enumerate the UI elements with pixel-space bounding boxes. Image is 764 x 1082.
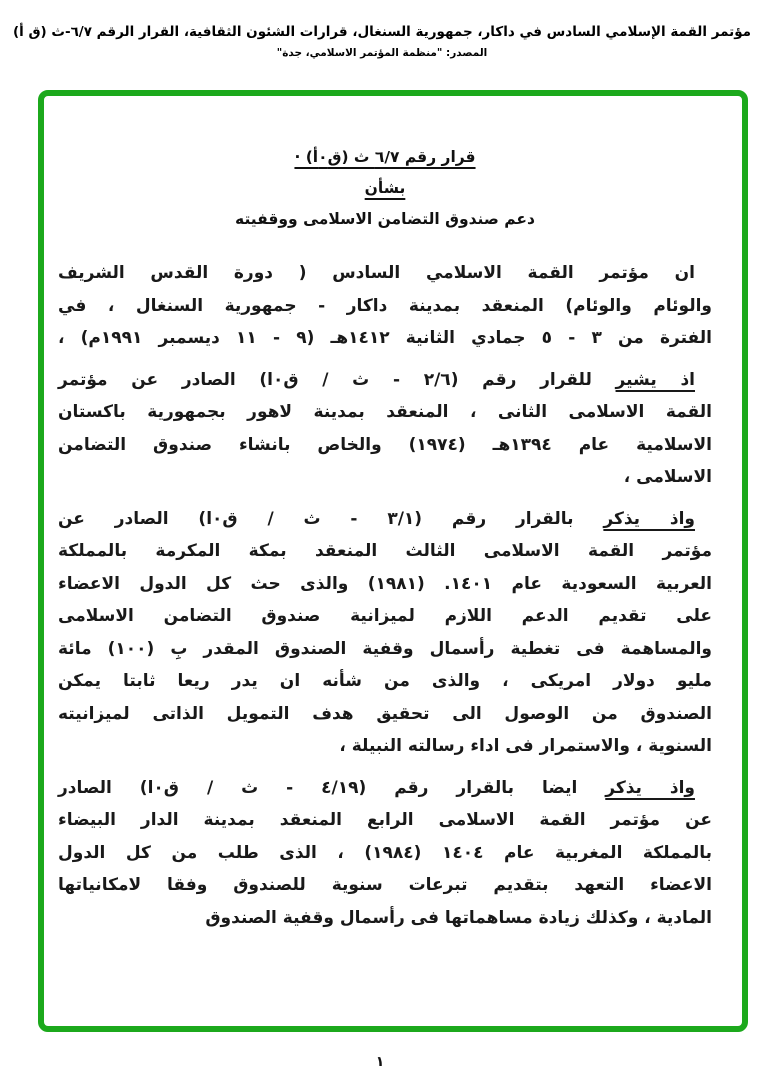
text-line: السنوية ، والاستمرار فى اداء رسالته النبيلة ، xyxy=(339,736,712,756)
paragraph-recalling-summit2 xyxy=(58,364,712,494)
title-about-word: بشأن xyxy=(364,179,406,197)
text-line: الاعضاء التعهد بتقديم تبرعات سنوية للصندوق وفقا لامكانياتها xyxy=(58,875,712,895)
text-line xyxy=(58,772,712,805)
paragraph-lead-underlined: واذ يذكر xyxy=(603,508,695,529)
text-line-rest: ايضا بالقرار رقم (٤/١٩ - ث / ق٠ا) الصادر xyxy=(58,777,606,798)
text-line xyxy=(58,503,712,536)
paragraph-recalling-summit4 xyxy=(58,772,712,935)
text-line: بالمملكة المغربية عام ١٤٠٤ (١٩٨٤) ، الذى طلب من كل الدول xyxy=(58,842,712,863)
text-line: والمساهمة فى تغطية رأسمال وقفية الصندوق المقدر بِ (١٠٠) مائة xyxy=(58,638,712,659)
text-line-rest: بالقرار رقم (٣/١ - ث / ق٠ا) الصادر عن xyxy=(58,508,604,529)
paragraph-lead-underlined: اذ يشير xyxy=(615,369,695,390)
text-line: الصندوق من الوصول الى تحقيق هدف التمويل الذاتى لميزانيته xyxy=(58,703,712,724)
text-line: عن مؤتمر القمة الاسلامى الرابع المنعقد بمدينة الدار البيضاء xyxy=(58,810,712,830)
text-line: على تقديم الدعم اللازم لميزانية صندوق التضامن الاسلامى xyxy=(58,606,712,626)
resolution-title xyxy=(58,142,712,235)
text-line-rest: للقرار رقم (٢/٦ - ث / ق٠ا) الصادر عن مؤتمر xyxy=(58,369,616,390)
text-line: ان مؤتمر القمة الاسلامي السادس ( دورة القدس الشريف xyxy=(58,263,695,283)
text-line: مليو دولار امريكى ، والذى من شأنه ان يدر ريعا ثابتا يمكن xyxy=(58,671,712,691)
paragraph-recalling-summit3 xyxy=(58,503,712,763)
page-number: ١ xyxy=(375,1054,385,1070)
document-header xyxy=(12,24,752,59)
paragraph-lead-underlined: واذ يذكر xyxy=(605,777,695,798)
text-line: والوئام والوئام) المنعقد بمدينة داكار - جمهورية السنغال ، في xyxy=(58,295,712,316)
text-line: الفترة من ٣ - ٥ جمادي الثانية ١٤١٢هـ (٩ - ١١ ديسمبر ١٩٩١م) ، xyxy=(58,328,712,348)
title-resolution-number: قرار رقم ٦/٧ ث (ق٠أ) · xyxy=(294,148,476,166)
text-line: المادية ، وكذلك زيادة مساهماتها فى رأسمال وقفية الصندوق xyxy=(205,907,712,928)
title-subject: دعم صندوق التضامن الاسلامى ووقفيته xyxy=(235,210,535,228)
text-line xyxy=(58,364,712,397)
header-source: المصدر: "منظمة المؤتمر الاسلامي، جدة" xyxy=(276,47,488,59)
text-line: الاسلامى ، xyxy=(623,467,712,487)
text-line: القمة الاسلامى الثانى ، المنعقد بمدينة لاهور بجمهورية باكستان xyxy=(58,402,712,422)
paragraph-preamble xyxy=(58,257,712,355)
text-line: مؤتمر القمة الاسلامى الثالث المنعقد بمكة المكرمة بالمملكة xyxy=(58,541,712,561)
text-line: الاسلامية عام ١٣٩٤هـ (١٩٧٤) والخاص بانشاء صندوق التضامن xyxy=(58,434,712,455)
header-citation: مؤتمر القمة الإسلامي السادس في داكار، جمهورية السنغال، قرارات الشئون الثقافية، القرار الرقم ٦/٧-ث (ق أ) xyxy=(12,24,752,40)
green-border-frame xyxy=(38,90,748,1032)
text-line: العربية السعودية عام ١٤٠١. (١٩٨١) والذى حث كل الدول الاعضاء xyxy=(58,573,712,594)
